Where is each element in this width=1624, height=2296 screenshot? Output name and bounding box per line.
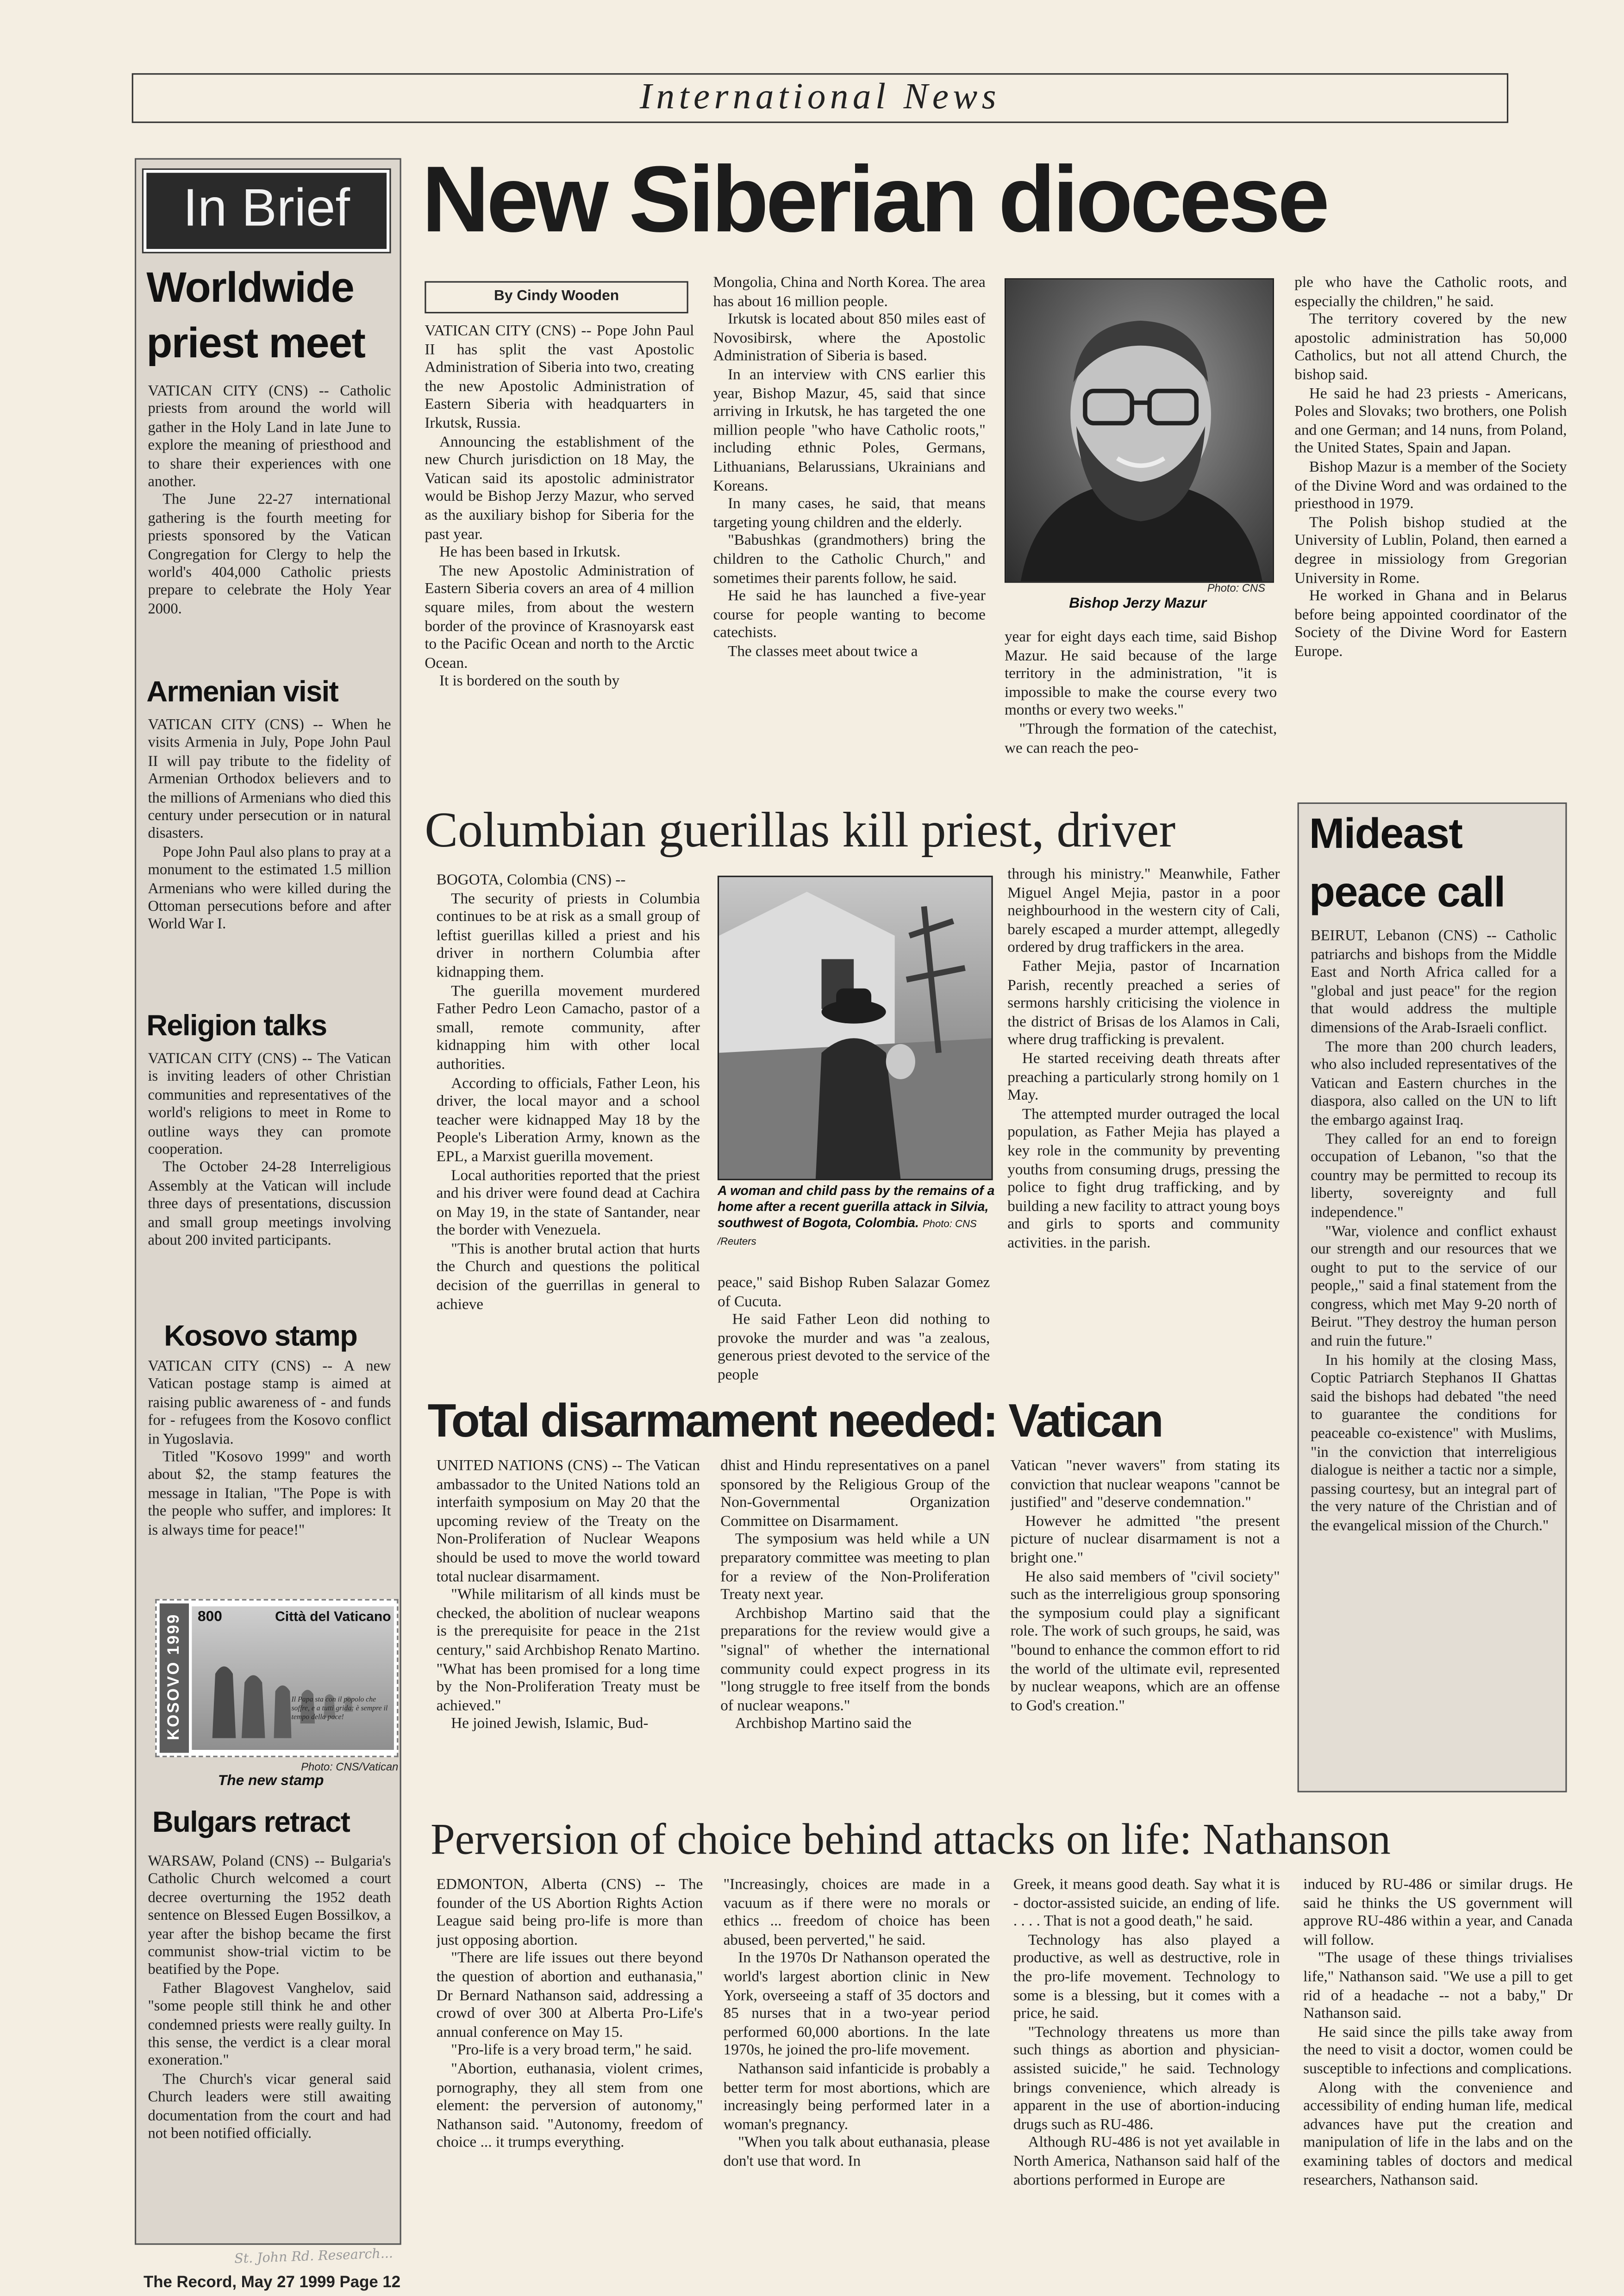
columbia-headline: Columbian guerillas kill priest, driver (425, 804, 1176, 859)
paragraph: VATICAN CITY (CNS) -- Pope John Paul II has split the vast Apostolic Administration of Siberia into two, creating the new Apostolic Administration of Eastern Siberia with headquarters in Irkutsk, Russia. (425, 324, 694, 432)
bishop-photo-credit: Photo: CNS (1207, 581, 1266, 595)
paragraph: VATICAN CITY (CNS) -- The Vatican is inviting leaders of other Christian communities and representatives of the world's religions to meet in Rome to outline ways they can promote cooperation. (148, 1051, 391, 1158)
stamp-country: Città del Vaticano (275, 1609, 391, 1626)
paragraph: He worked in Ghana and in Belarus before being appointed coordinator of the Society of the Divine Word for Eastern Europe. (1294, 589, 1567, 660)
brief-body-kosovo (148, 1359, 391, 1593)
paragraph: Pope John Paul also plans to pray at a monument to the estimated 1.5 million Armenians who were killed during the Ottoman persecutions before and after World War I. (148, 845, 391, 933)
paragraph: "There are life issues out there beyond the question of abortion and euthanasia," Dr Bernard Nathanson said, addressing a crowd of over 300 at Alberta Pro-Life's annual conference on May 15. (436, 1951, 703, 2041)
columbia-col-3 (1007, 867, 1280, 1388)
siberia-col-3 (1005, 630, 1277, 791)
disarm-col-1 (437, 1458, 700, 1804)
kosovo-stamp-image (155, 1599, 398, 1757)
paragraph: Vatican "never wavers" from stating its conviction that nuclear weapons "cannot be justified" and "deserve condemnation." (1010, 1458, 1280, 1512)
brief-title-kosovo: Kosovo stamp (164, 1320, 357, 1353)
nathanson-col-1 (437, 1877, 703, 2261)
paragraph: WARSAW, Poland (CNS) -- Bulgaria's Catholic Church welcomed a court decree overturning the 1952 death sentence on Blessed Eugen Bossilkov, a year after the bishop became the first communist show-trial victim to be beatified by the Pope. (148, 1854, 391, 1979)
stamp-value: 800 (198, 1609, 222, 1626)
siberia-col-1 (425, 324, 694, 792)
stamp-message: Il Papa sta con il popolo che soffre, e a tutti grida: è sempre il tempo della pace! (291, 1697, 388, 1722)
paragraph: "Pro-life is a very broad term," he said. (451, 2043, 692, 2060)
paragraph: The June 22-27 international gathering is the fourth meeting for priests sponsored by the Vatican Congregation for Clergy to help the world's 404,000 Catholic priests prepare to celebrate the Holy Year 2000. (148, 492, 391, 618)
guerilla-attack-photo (718, 876, 993, 1180)
ruined-house (719, 892, 895, 1053)
nathanson-col-2 (724, 1877, 990, 2261)
paragraph: ple who have the Catholic roots, and especially the children," he said. (1294, 275, 1567, 310)
paragraph: Archbishop Martino said that the preparations for the review would give a "signal" of whether the international community could expect progress in its "long struggle to free itself from the bonds of nuclear weapons." (720, 1606, 990, 1715)
brief-title-religion: Religion talks (146, 1010, 327, 1043)
disarm-headline: Total disarmament needed: Vatican (427, 1394, 1162, 1447)
paragraph: "When you talk about euthanasia, please don't use that word. In (723, 2135, 990, 2170)
paragraph: BOGOTA, Colombia (CNS) -- (436, 872, 626, 889)
brief-body-armenian (148, 717, 391, 1010)
paragraph: through his ministry." Meanwhile, Father Miguel Angel Mejia, pastor in a poor neighbourhood in the western city of Cali, barely escaped a murder attempt, allegedly ordered by drug traffickers in the area. (1007, 867, 1280, 957)
paragraph: He joined Jewish, Islamic, Bud- (451, 1717, 649, 1733)
attack-scene (719, 877, 991, 1179)
paragraph: "War, violence and conflict exhaust our strength and our resources that we ought to put to the service of our people,," said a final statement from the congress, which met May 9-20 north of Beirut. "They destroy the human person and ruin the future." (1311, 1223, 1557, 1350)
paragraph: In his homily at the closing Mass, Coptic Patriarch Stephanos II Ghattas said the bishops had debated "the need to guarantee the conditions for peaceable co-existence" with Muslims, "in the conviction that interreligious dialogue is neither a tactic nor a simple, passing courtesy, but an integral part of the very nature of the Christian and of the evangelical mission of the Church." (1311, 1352, 1557, 1535)
paragraph: "Abortion, euthanasia, violent crimes, pornography, they all stem from one element: the perversion of autonomy," Nathanson said. "Autonomy, freedom of choice ... it trumps everything. (436, 2061, 703, 2152)
handwritten-note: St. John Rd. Research... (234, 2247, 394, 2268)
paragraph: VATICAN CITY (CNS) -- A new Vatican postage stamp is aimed at raising public awareness of - and funds for - refugees from the Kosovo conflict in Yugoslavia. (148, 1359, 391, 1448)
paragraph: UNITED NATIONS (CNS) -- The Vatican ambassador to the United Nations told an interfaith symposium on May 20 that the upcoming review of the Treaty on the Non-Proliferation of Nuclear Weapons should be used to move the world toward total nuclear disarmament. (436, 1458, 700, 1586)
child-face (886, 1044, 915, 1079)
paragraph: He said he had 23 priests - Americans, Poles and Slovaks; two brothers, one Polish and one German; and 14 nuns, from Poland, the United States, Spain and Japan. (1294, 386, 1567, 458)
paragraph: It is bordered on the south by (439, 674, 620, 691)
caption-credit: Photo: CNS /Reuters (717, 1220, 977, 1248)
paragraph: "While militarism of all kinds must be checked, the abolition of nuclear weapons is the prerequisite for peace in the 21st century," said Archbishop Renato Martino. "What has been promised for a long time by the Non-Proliferation Treaty must be achieved." (436, 1587, 700, 1715)
paragraph: In the 1970s Dr Nathanson operated the world's largest abortion clinic in New York, overseeing a staff of 35 doctors and 85 nurses that in a two-year period performed 60,000 abortions. In the late 1970s, he joined the pro-life movement. (723, 1951, 990, 2060)
paragraph: Technology has also played a productive, as well as destructive, role in the pro-life movement. Technology to some is a blessing, but it comes with a price, he said. (1013, 1932, 1280, 2022)
section-title: International News (639, 77, 1001, 118)
paragraph: BEIRUT, Lebanon (CNS) -- Catholic patriarchs and bishops from the Middle East and North Africa called for a "global and just peace" for the region that would address the multiple dimensions of the Arab-Israeli conflict. (1311, 928, 1557, 1037)
paragraph: The Polish bishop studied at the University of Lublin, Poland, then earned a degree in missiology from Gregorian University in Rome. (1294, 515, 1567, 587)
brief-title-armenian: Armenian visit (146, 676, 338, 709)
paragraph: Irkutsk is located about 850 miles east of Novosibirsk, where the Apostolic Administration of Siberia is based. (713, 312, 986, 366)
brief-title-bulgars: Bulgars retract (152, 1807, 350, 1839)
paragraph: The security of priests in Columbia continues to be at risk as a small group of leftist guerillas killed a priest and his driver in northern Columbia after kidnapping them. (436, 891, 700, 981)
paragraph: Titled "Kosovo 1999" and worth about $2, the stamp features the message in Italian, "The Pope is with the people who suffer, and implores: It is always time for peace!" (148, 1450, 391, 1539)
paragraph: Father Blagovest Vanghelov, said "some people still think he and other condemned priests were really guilty. In this sense, the verdict is a clear moral exoneration." (148, 1981, 391, 2070)
paragraph: He said Father Leon did nothing to provoke the murder and was "a zealous, generous priest devoted to the service of the people (717, 1312, 990, 1384)
paragraph: The attempted murder outraged the local population, as Father Mejia has played a key role in the community by preventing youths from consuming drugs, pressing the police to fight drug trafficking, and by building a new facility to attract young boys and girls to sports and community activities. in the parish. (1007, 1107, 1280, 1252)
siberia-headline: New Siberian diocese (422, 146, 1327, 252)
paragraph: Nathanson said infanticide is probably a better term for most abortions, which are increasingly being performed later in a woman's pregnancy. (723, 2061, 990, 2134)
paragraph: The October 24-28 Interreligious Assembly at the Vatican will include three days of presentations, discussion and small group meetings involving about 200 invited participants. (148, 1160, 391, 1250)
tree (906, 907, 965, 1053)
siberia-col-4 (1294, 275, 1567, 785)
paragraph: The territory covered by the new apostolic administration has 50,000 Catholics, but not all attend Church, the bishop said. (1294, 312, 1567, 384)
disarm-col-2 (720, 1458, 990, 1804)
paragraph: The Church's vicar general said Church leaders were still awaiting documentation from the court and had not been notified officially. (148, 2072, 391, 2143)
paragraph: The classes meet about twice a (728, 644, 918, 660)
mideast-body (1311, 928, 1556, 1786)
page-footer: The Record, May 27 1999 Page 12 (143, 2274, 401, 2292)
paragraph: Archbishop Martino said the (735, 1717, 912, 1733)
paragraph: Father Mejia, pastor of Incarnation Parish, recently preached a series of sermons harshly criticising the violence in the district of Brisas de los Alamos in Cali, where drug trafficking is prevalent. (1007, 959, 1280, 1049)
figure (212, 1667, 236, 1738)
disarm-col-3 (1011, 1458, 1280, 1804)
paragraph: "Technology threatens us more than such things as abortion and physician-assisted suicide," he said. Technology brings convenience, which already is apparent in the use of abortion-inducing drugs such as RU-486. (1013, 2025, 1280, 2134)
figure (274, 1686, 292, 1738)
paragraph: He has been based in Irkutsk. (439, 545, 621, 561)
stamp-side-text: KOSOVO 1999 (165, 1613, 183, 1741)
paragraph: induced by RU-486 or similar drugs. He said he thinks the US government will approve RU-486 within a year, and Canada will follow. (1303, 1877, 1573, 1949)
paragraph: Greek, it means good death. Say what it is - doctor-assisted suicide, an ending of life. . . . . That is not a good death," he said. (1013, 1877, 1280, 1930)
paragraph: The new Apostolic Administration of Eastern Siberia covers an area of 4 million square miles, from about the western border of the province of Krasnoyarsk east to the Pacific Ocean and north to the Arctic Ocean. (425, 563, 694, 672)
caption-text: A woman and child pass by the remains of a home after a recent guerilla attack in Silvia, southwest of Bogota, Colombia. (717, 1183, 995, 1230)
brief-body-religion (148, 1052, 391, 1321)
paragraph: "This is another brutal action that hurts the Church and questions the political decision of the guerrillas in general to achieve (436, 1241, 700, 1313)
siberia-col-2 (713, 275, 985, 791)
brief-body-bulgars (148, 1854, 391, 2238)
paragraph: Announcing the establishment of the new Church jurisdiction on 18 May, the Vatican said its apostolic administrator would be Bishop Jerzy Mazur, who served as the auxiliary bishop for Siberia for the past year. (425, 434, 694, 543)
stamp-refugees-figures (192, 1606, 394, 1750)
paragraph: year for eight days each time, said Bishop Mazur. He said because of the large territory in the administration, "it is impossible to make the course every two months or every two weeks." (1004, 629, 1277, 720)
brief-title-worldwide: Worldwide priest meet (146, 265, 365, 368)
paragraph: Along with the convenience and accessibility of ending human life, medical advances have put the creation and manipulation of life in the labs and on the examining tables of doctors and medical researchers, Nathanson said. (1303, 2080, 1573, 2189)
paragraph: In many cases, he said, that means targeting young children and the elderly. (713, 496, 986, 531)
paragraph: peace," said Bishop Ruben Salazar Gomez of Cucuta. (717, 1275, 990, 1310)
paragraph: "The usage of these things trivialises life," Nathanson said. "We use a pill to get rid of a headache -- not a baby," Dr Nathanson said. (1303, 1951, 1573, 2022)
bishop-photo (1005, 278, 1274, 583)
paragraph: However he admitted "the present picture of nuclear disarmament is not a bright one." (1010, 1513, 1280, 1567)
paragraph: The symposium was held while a UN preparatory committee was meeting to plan for a review of the Non-Proliferation Treaty next year. (720, 1532, 990, 1604)
in-brief-label: In Brief (183, 177, 350, 237)
nathanson-headline: Perversion of choice behind attacks on life: Nathanson (430, 1816, 1391, 1864)
bishop-photo-caption: Bishop Jerzy Mazur (1069, 596, 1207, 612)
paragraph: Local authorities reported that the priest and his driver were found dead at Cachira on May 19, in the state of Santander, near the border with Venezuela. (436, 1168, 700, 1239)
paragraph: "Through the formation of the catechist, we can reach the peo- (1004, 722, 1277, 757)
paragraph: dhist and Hindu representatives on a panel sponsored by the Religious Group of the Non-Governmental Organization Committee on Disarmament. (720, 1458, 990, 1530)
stamp-caption: The new stamp (218, 1773, 324, 1790)
paragraph: Although RU-486 is not yet available in North America, Nathanson said half of the abortions performed in Europe are (1013, 2135, 1280, 2189)
columbia-col-1 (437, 873, 700, 1388)
paragraph: Bishop Mazur is a member of the Society of the Divine Word and was ordained to the priesthood in 1979. (1294, 460, 1567, 513)
paragraph: "Increasingly, choices are made in a vacuum as if there were no morals or ethics ... freedom of choice has been abused, been perverted," he said. (723, 1877, 990, 1949)
mideast-headline: Mideast peace call (1309, 811, 1505, 917)
paragraph: He said since the pills take away from the need to visit a doctor, women could be susceptible to infections and complications. (1303, 2025, 1573, 2078)
paragraph: VATICAN CITY (CNS) -- Catholic priests from around the world will gather in the Holy Land in late June to explore the meaning of priesthood and to share their experiences with one another. (148, 383, 391, 491)
paragraph: He started receiving death threats after preaching a particularly strong homily on 1 May. (1007, 1051, 1280, 1105)
paragraph: He also said members of "civil society" such as the interreligious group sponsoring the symposium could play a significant role. The work of such groups, he said, was "bound to enhance the common effort to rid the world of the ultimate evil, represented by nuclear weapons, which are an offense to God's creation." (1010, 1569, 1280, 1715)
paragraph: The more than 200 church leaders, who also included representatives of the Vatican and Eastern churches in the diaspora, also called on the UN to lift the embargo against Iraq. (1311, 1039, 1557, 1129)
paragraph: VATICAN CITY (CNS) -- When he visits Armenia in July, Pope John Paul II will pay tribute to the fidelity of Armenian Orthodox believers and to the millions of Armenians who died this century under persecution or in natural disasters. (148, 717, 391, 843)
paragraph: According to officials, Father Leon, his driver, the local mayor and a school teacher were kidnapped May 18 by the People's Liberation Army, known as the EPL, a Marxist guerilla movement. (436, 1076, 700, 1166)
figure (242, 1675, 265, 1738)
paragraph: The guerilla movement murdered Father Pedro Leon Camacho, pastor of a small, remote community, after kidnapping him with other local authorities. (436, 983, 700, 1074)
siberia-byline: By Cindy Wooden (493, 288, 619, 305)
nathanson-col-3 (1013, 1877, 1280, 2261)
woman-hat-crown (836, 989, 871, 1012)
stamp-credit: Photo: CNS/Vatican (301, 1760, 399, 1773)
columbia-col-2 (718, 1276, 990, 1387)
paragraph: In an interview with CNS earlier this year, Bishop Mazur, 45, said that since arriving in Irkutsk, he has targeted the one million people "who have Catholic roots," including ethnic Poles, Germans, Lithuanians, Belarussians, Ukrainians and Koreans. (713, 367, 986, 494)
paragraph: He said he has launched a five-year course for people wanting to become catechists. (713, 589, 986, 642)
bishop-portrait (1006, 280, 1273, 581)
paragraph: They called for an end to foreign occupation of Lebanon, "so that the country may be permitted to recoup its liberty, sovereignty and full independence." (1311, 1131, 1557, 1221)
paragraph: EDMONTON, Alberta (CNS) -- The founder of the US Abortion Rights Action League said being pro-life is more than just opposing abortion. (436, 1877, 703, 1949)
guerilla-photo-caption (718, 1183, 996, 1251)
paragraph: "Babushkas (grandmothers) bring the children to the Catholic Church," and sometimes their parents follow, he said. (713, 533, 986, 587)
paragraph: Mongolia, China and North Korea. The area has about 16 million people. (713, 275, 986, 310)
nathanson-col-4 (1303, 1877, 1573, 2261)
brief-body-worldwide (148, 384, 391, 673)
